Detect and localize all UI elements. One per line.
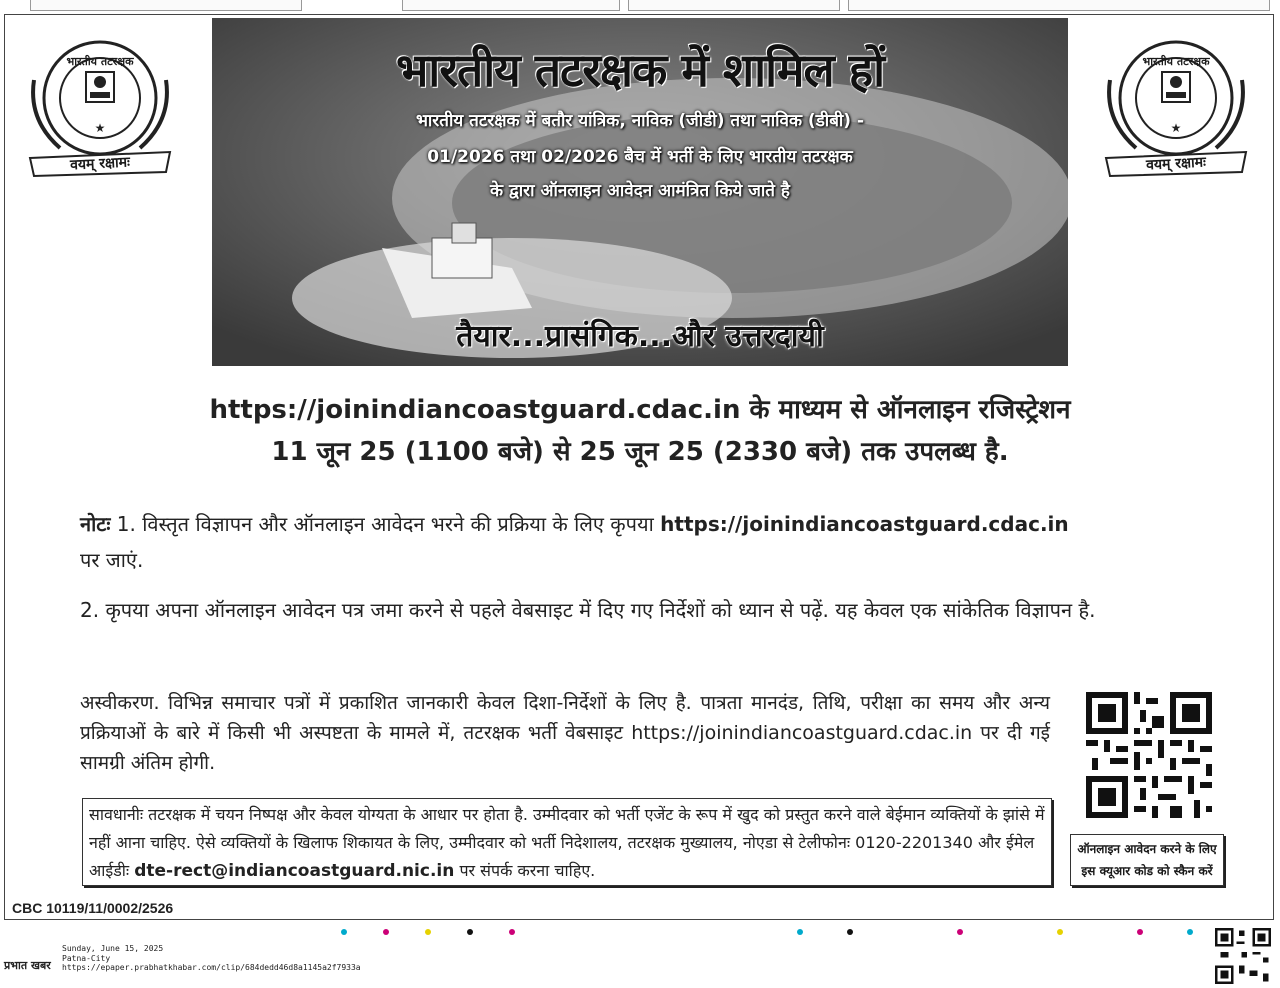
hero-line-2: 01/2026 तथा 02/2026 बैच में भर्ती के लिए भारतीय तटरक्षक	[427, 147, 853, 167]
svg-text:★: ★	[1170, 121, 1182, 135]
hero-photo-banner	[212, 18, 1068, 366]
cropped-box	[402, 0, 620, 11]
hero-line-1: भारतीय तटरक्षक में बतौर यांत्रिक, नाविक (जीडी) तथा नाविक (डीबी) -	[415, 111, 865, 131]
qr-code[interactable]	[1086, 692, 1212, 818]
clip-edition: Patna-City	[62, 953, 111, 963]
qr-caption-line-2: इस क्यूआर कोड को स्कैन करें	[1081, 864, 1213, 878]
note-1-url[interactable]: https://joinindiancoastguard.cdac.in	[660, 512, 1069, 536]
note-label: नोटः	[80, 512, 111, 536]
disclaimer-text: अस्वीकरण. विभिन्न समाचार पत्रों में प्रकाशित जानकारी केवल दिशा-निर्देशों के लिए है. पात्रता मानदंड, तिथि, परीक्षा का समय और अन्य प्रक्रियाओं के बारे में किसी भी अस्पष्टता के मामले में, तटरक्षक भर्ती वेबसाइट https://joinindiancoastguard.cdac.in पर दी गई सामग्री अंतिम होगी.	[80, 692, 1050, 774]
caution-end: पर संपर्क करना चाहिए.	[454, 861, 596, 880]
emblem-arc-text: भारतीय तटरक्षक	[1142, 55, 1210, 68]
cropped-box	[848, 0, 1270, 11]
newspaper-brand-logo: प्रभात खबर	[4, 959, 51, 972]
cbc-code: CBC 10119/11/0002/2526	[12, 900, 174, 916]
caution-text: सावधानीः तटरक्षक में चयन निष्पक्ष और केवल योग्यता के आधार पर होता है. उम्मीदवार को भर्ती एजेंट के रूप में खुद को प्रस्तुत करने वाले बेईमान व्यक्तियों के झांसे में नहीं आना चाहिए. ऐसे व्यक्तियों के खिलाफ शिकायत के लिए, उम्मीदवार को भर्ती निदेशालय, तटरक्षक मुख्यालय, नोएडा से टेलीफोनः 0120-2201340 और ईमेल आईडीः	[89, 805, 1045, 880]
cropped-box	[628, 0, 840, 11]
print-registration-dots	[0, 929, 1280, 935]
clip-date: Sunday, June 15, 2025	[62, 944, 164, 953]
note-1-text: 1. विस्तृत विज्ञापन और ऑनलाइन आवेदन भरने की प्रक्रिया के लिए कृपया	[110, 512, 661, 536]
contact-email[interactable]: dte-rect@indiancoastguard.nic.in	[134, 861, 455, 881]
footer-qr-code[interactable]	[1214, 928, 1272, 984]
note-1-end: पर जाएं.	[80, 548, 144, 572]
emblem-motto: वयम् रक्षामः	[1145, 154, 1207, 174]
qr-caption	[1070, 834, 1224, 886]
qr-caption-line-1: ऑनलाइन आवेदन करने के लिए	[1077, 842, 1217, 856]
clip-url[interactable]: https://epaper.prabhatkhabar.com/clip/684dedd46d8a1145a2f7933a	[62, 963, 361, 972]
hero-line-3: के द्वारा ऑनलाइन आवेदन आमंत्रित किये जाते है	[490, 181, 790, 201]
registration-line-2: 11 जून 25 (1100 बजे) से 25 जून 25 (2330 बजे) तक उपलब्ध है.	[271, 437, 1009, 467]
emblem-motto: वयम् रक्षामः	[69, 154, 131, 174]
clip-metadata	[62, 944, 361, 973]
top-cropped-strip	[0, 0, 1280, 12]
hero-tagline: तैयार...प्रासंगिक...और उत्तरदायी	[456, 319, 824, 354]
svg-text:★: ★	[94, 121, 106, 135]
cropped-box	[30, 0, 302, 11]
registration-line-1: https://joinindiancoastguard.cdac.in के माध्यम से ऑनलाइन रजिस्ट्रेशन	[209, 395, 1071, 425]
note-1	[80, 506, 1210, 578]
hero-title: भारतीय तटरक्षक में शामिल हों	[395, 43, 885, 97]
note-2: 2. कृपया अपना ऑनलाइन आवेदन पत्र जमा करने से पहले वेबसाइट में दिए गए निर्देशों को ध्यान से पढ़ें. यह केवल एक सांकेतिक विज्ञापन है.	[80, 598, 1096, 622]
emblem-arc-text: भारतीय तटरक्षक	[66, 55, 134, 68]
caution-box	[82, 798, 1052, 886]
